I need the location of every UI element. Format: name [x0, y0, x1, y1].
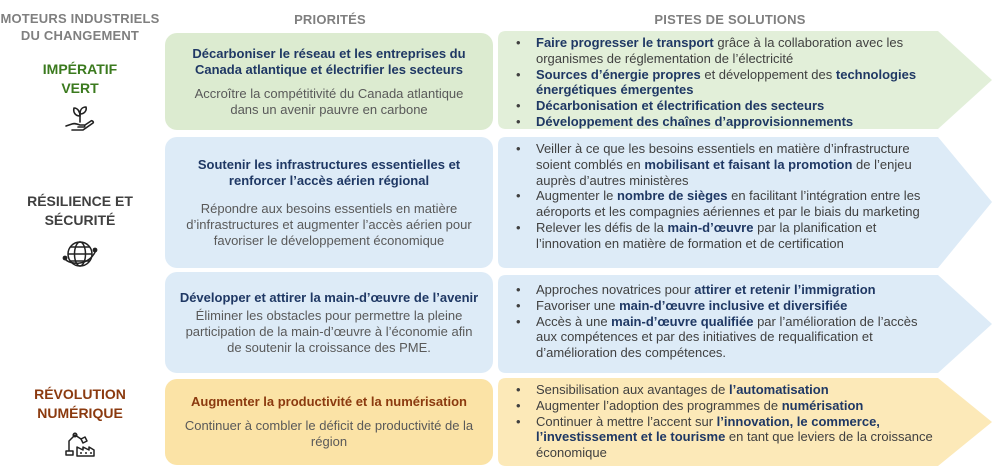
priority-description: Continuer à combler le déficit de productivité de la région	[184, 418, 474, 449]
driver-resilience-security	[0, 192, 160, 272]
solutions-digital	[498, 378, 996, 466]
solution-emphasis: attirer et retenir l’immigration	[694, 282, 876, 297]
solution-item	[508, 398, 936, 414]
solution-item	[508, 314, 936, 361]
driver-label: RÉSILIENCE ET SÉCURITÉ	[27, 193, 133, 228]
solution-emphasis: Sources d’énergie propres	[536, 66, 701, 82]
driver-label: IMPÉRATIF VERT	[42, 61, 118, 96]
solution-text: Augmenter le	[536, 188, 617, 204]
solution-text: par l’amélioration de l’accès aux compétences et par des initiatives de requalification et d’amélioration des compétences.	[536, 313, 918, 361]
solution-text: par la planification et l’innovation en matière de formation et de certification	[536, 219, 877, 251]
solution-item	[508, 282, 936, 298]
solution-item	[508, 298, 936, 314]
solution-emphasis: Faire progresser le transport	[536, 35, 714, 50]
solution-text: en facilitant l’intégration entre les aéroports et les compagnies aériennes et par le biais du marketing	[536, 188, 921, 220]
solution-item	[508, 114, 936, 130]
solutions-list	[498, 378, 996, 461]
solutions-green	[498, 31, 996, 129]
solution-emphasis: mobilisant et faisant la promotion	[644, 156, 853, 172]
solutions-infrastructure	[498, 137, 996, 268]
solution-item	[508, 382, 936, 398]
solution-item	[508, 414, 936, 461]
priority-workforce	[165, 272, 493, 373]
solution-text: grâce à la collaboration avec les organismes de réglementation de l’électricité	[536, 35, 904, 66]
priority-description: Éliminer les obstacles pour permettre la pleine participation de la main-d’œuvre à l’économie afin de soutenir la croissance des PME.	[185, 307, 473, 355]
priority-decarbonize	[165, 33, 493, 130]
solution-text: Approches novatrices pour	[536, 282, 695, 297]
solution-emphasis: numérisation	[781, 397, 864, 413]
solution-emphasis: nombre de sièges	[616, 188, 728, 204]
solution-item	[508, 98, 936, 114]
header-solutions: PISTES DE SOLUTIONS	[654, 12, 806, 27]
globe-network-icon	[60, 236, 100, 272]
solution-text: Favoriser une	[536, 297, 620, 313]
header-priorities: PRIORITÉS	[294, 12, 366, 27]
priority-title: Développer et attirer la main-d’œuvre de l’avenir	[179, 289, 479, 305]
priority-description: Accroître la compétitivité du Canada atlantique dans un avenir pauvre en carbone	[194, 85, 464, 117]
solution-text: Veiller à ce que les besoins essentiels en matière d’infrastructure soient comblés en	[536, 141, 910, 172]
hand-plant-icon	[63, 104, 97, 134]
solutions-list	[498, 275, 996, 361]
robot-factory-icon	[63, 429, 97, 459]
solution-emphasis: l’automatisation	[728, 382, 829, 397]
priority-title: Soutenir les infrastructures essentielles et renforcer l’accès aérien régional	[197, 156, 461, 188]
driver-digital-revolution	[0, 385, 160, 459]
solution-emphasis: main-d’œuvre inclusive et diversifiée	[619, 297, 848, 313]
priority-description: Répondre aux besoins essentiels en matière d’infrastructures et augmenter l’accès aérien pour favoriser le développement économique	[186, 200, 472, 248]
priority-infrastructure	[165, 137, 493, 268]
solution-text: Relever les défis de la	[536, 219, 668, 235]
solution-emphasis: Développement des chaînes d’approvisionnements	[536, 113, 854, 129]
solution-item	[508, 220, 936, 252]
header-drivers: MOTEURS INDUSTRIELS DU CHANGEMENT	[0, 11, 160, 43]
solution-text: Continuer à mettre l’accent sur	[536, 413, 717, 429]
priority-productivity	[165, 379, 493, 465]
solution-emphasis: technologies énergétiques émergentes	[536, 66, 917, 98]
solutions-list	[498, 137, 996, 252]
solution-text: de l’enjeu auprès d’autres ministères	[536, 156, 912, 188]
solution-item	[508, 67, 936, 99]
solution-emphasis: main-d’œuvre	[667, 219, 754, 235]
driver-label: RÉVOLUTION NUMÉRIQUE	[34, 386, 126, 421]
solution-text: et développement des	[700, 66, 836, 82]
solution-text: en tant que leviers de la croissance économique	[536, 429, 933, 461]
priority-title: Augmenter la productivité et la numérisation	[191, 394, 467, 409]
solution-text: Accès à une	[536, 313, 612, 329]
solutions-list	[498, 31, 996, 130]
solution-emphasis: l’innovation, le commerce, l’investissement et le tourisme	[536, 413, 880, 445]
solution-item	[508, 35, 936, 67]
solution-emphasis: Décarbonisation et électrification des secteurs	[536, 98, 825, 114]
driver-green-imperative	[0, 60, 160, 134]
solution-item	[508, 141, 936, 188]
solution-emphasis: main-d’œuvre qualifiée	[611, 313, 754, 329]
solution-text: Sensibilisation aux avantages de	[536, 382, 729, 397]
priority-title: Décarboniser le réseau et les entreprises du Canada atlantique et électrifier les secteurs	[192, 45, 466, 77]
solution-item	[508, 188, 936, 220]
solution-text: Augmenter l’adoption des programmes de	[536, 397, 782, 413]
solutions-workforce	[498, 275, 996, 373]
